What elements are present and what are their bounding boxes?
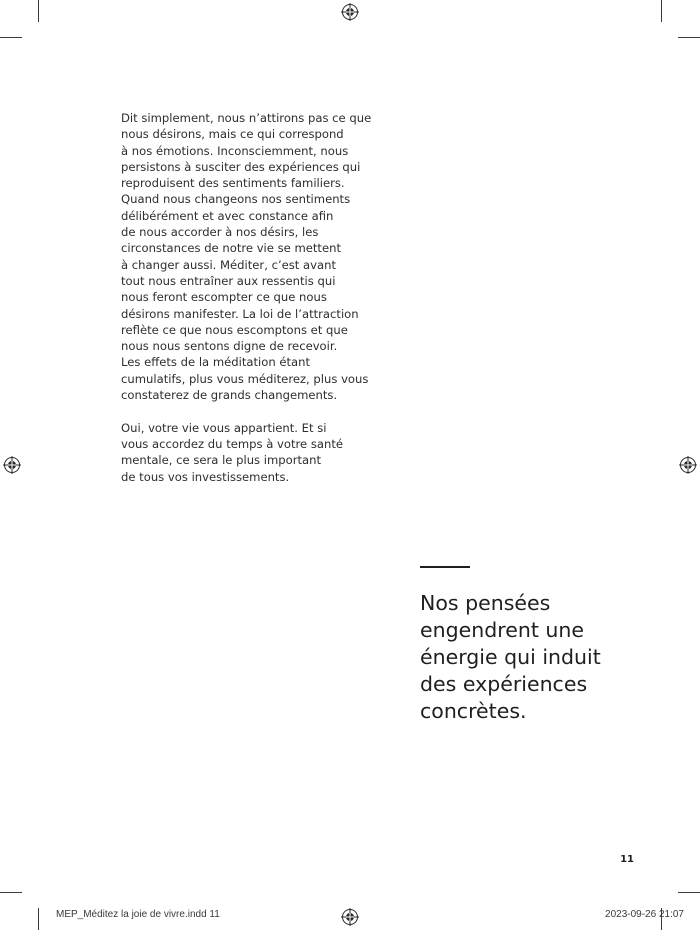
body-line: vous accordez du temps à votre santé <box>121 436 344 451</box>
pull-quote-line: énergie qui induit <box>420 645 601 669</box>
body-paragraph-1 <box>121 110 372 403</box>
body-line: cumulatifs, plus vous méditerez, plus vous <box>121 371 369 386</box>
body-line: délibérément et avec constance afin <box>121 208 334 223</box>
registration-mark-icon-bottom <box>341 908 359 926</box>
pull-quote-line: Nos pensées <box>420 591 551 615</box>
registration-mark-icon-left <box>3 456 21 474</box>
body-line: Dit simplement, nous n’attirons pas ce que <box>121 111 372 125</box>
body-line: circonstances de notre vie se mettent <box>121 241 341 256</box>
pull-quote <box>420 590 650 725</box>
body-line: Quand nous changeons nos sentiments <box>121 192 351 207</box>
body-line: tout nous entraîner aux ressentis qui <box>121 273 336 288</box>
registration-mark-icon-top <box>341 3 359 21</box>
body-paragraph-2 <box>121 420 361 485</box>
body-line: persistons à susciter des expériences qui <box>121 159 361 174</box>
pull-quote-rule <box>420 566 470 568</box>
body-line: nous feront escompter ce que nous <box>121 290 327 305</box>
crop-mark-top-right <box>661 0 662 22</box>
crop-mark-bottom-left <box>38 908 39 930</box>
body-line: à nos émotions. Inconsciemment, nous <box>121 143 349 158</box>
body-line: reproduisent des sentiments familiers. <box>121 176 345 191</box>
pull-quote-line: concrètes. <box>420 699 527 723</box>
body-line: de tous vos investissements. <box>121 469 290 484</box>
slug-timestamp: 2023-09-26 21:07 <box>605 909 684 920</box>
body-text <box>121 110 372 501</box>
body-line: désirons manifester. La loi de l’attraction <box>121 306 359 321</box>
body-line: nous désirons, mais ce qui correspond <box>121 127 344 142</box>
body-line: Les effets de la méditation étant <box>121 355 311 370</box>
pull-quote-line: engendrent une <box>420 618 584 642</box>
body-line: constaterez de grands changements. <box>121 388 338 403</box>
crop-mark-bottom-right-h <box>678 892 700 893</box>
slug-filename: MEP_Méditez la joie de vivre.indd 11 <box>56 909 220 920</box>
body-line: reflète ce que nous escomptons et que <box>121 322 348 337</box>
body-line: Oui, votre vie vous appartient. Et si <box>121 420 327 435</box>
crop-mark-top-right-h <box>678 37 700 38</box>
body-line: nous nous sentons digne de recevoir. <box>121 339 338 354</box>
body-line: de nous accorder à nos désirs, les <box>121 225 319 240</box>
registration-mark-icon-right <box>679 456 697 474</box>
crop-mark-top-left <box>38 0 39 22</box>
page-number: 11 <box>620 854 634 865</box>
crop-mark-top-left-h <box>0 37 22 38</box>
body-line: mentale, ce sera le plus important <box>121 453 322 468</box>
pull-quote-line: des expériences <box>420 672 588 696</box>
body-line: à changer aussi. Méditer, c’est avant <box>121 257 336 272</box>
crop-mark-bottom-left-h <box>0 892 22 893</box>
